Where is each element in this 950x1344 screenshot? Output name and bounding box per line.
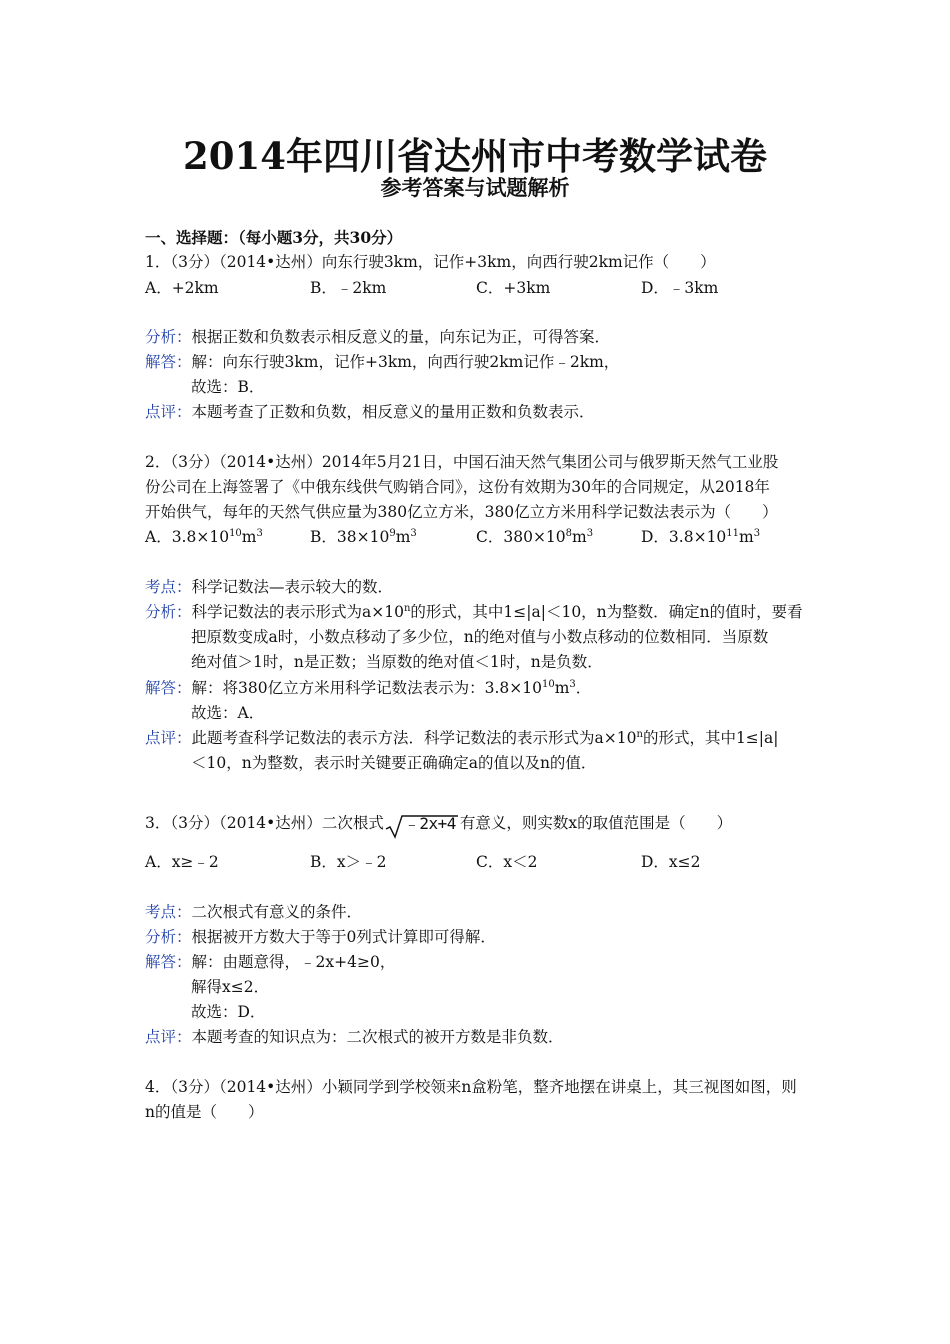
q3-answer-text-3: 故选：D． bbox=[191, 1003, 266, 1021]
q2-option-b-unit: m bbox=[395, 528, 411, 546]
comment-label: 点评： bbox=[145, 1028, 192, 1046]
q2-option-d-unit: m bbox=[739, 528, 754, 546]
q2-comment-exp: n bbox=[636, 729, 643, 740]
q2-comment-text-1a: 此题考查科学记数法的表示方法．科学记数法的表示形式为a×10 bbox=[191, 729, 637, 747]
q2-analysis-text-1a: 科学记数法的表示形式为a×10 bbox=[191, 603, 404, 621]
q2-analysis-exp: n bbox=[403, 603, 411, 614]
q4-stem-2: n的值是（ ） bbox=[145, 1103, 264, 1121]
q2-answer-unit: m bbox=[554, 679, 570, 697]
q2-analysis-text-3: 绝对值＞1时，n是正数；当原数的绝对值＜1时，n是负数． bbox=[191, 653, 603, 671]
q2-option-c bbox=[476, 527, 593, 547]
answer-label: 解答： bbox=[145, 953, 192, 971]
knowledge-label: 考点： bbox=[145, 578, 192, 596]
q2-option-c-unit: m bbox=[572, 528, 587, 546]
page-subtitle: 参考答案与试题解析 bbox=[380, 175, 570, 200]
q2-option-b-unit-exp: 3 bbox=[410, 528, 417, 539]
q3-answer bbox=[145, 952, 395, 972]
q3-knowledge-text: 二次根式有意义的条件． bbox=[191, 903, 363, 921]
q1-answer-text-2: 故选：B． bbox=[191, 378, 265, 396]
q1-analysis bbox=[145, 327, 610, 347]
q1-stem: 1．（3分）（2014•达州）向东行驶3km，记作+3km，向西行驶2km记作（ ） bbox=[145, 253, 716, 271]
q1-answer-text-1: 解：向东行驶3km，记作+3km，向西行驶2km记作﹣2km， bbox=[191, 353, 620, 371]
q3-option-c: C．x＜2 bbox=[476, 853, 538, 871]
answer-label: 解答： bbox=[145, 353, 192, 371]
q2-comment bbox=[145, 728, 778, 748]
q2-option-a bbox=[145, 527, 263, 547]
q2-analysis-text-2: 把原数变成a时，小数点移动了多少位，n的绝对值与小数点移动的位数相同．当原数 bbox=[191, 628, 769, 646]
q3-option-d: D．x≤2 bbox=[641, 853, 701, 871]
q2-knowledge-point bbox=[145, 577, 393, 597]
comment-label: 点评： bbox=[145, 403, 192, 421]
q2-option-d-exp: 11 bbox=[726, 528, 740, 539]
q2-answer bbox=[145, 678, 591, 698]
q2-analysis bbox=[145, 602, 803, 622]
q2-option-c-unit-exp: 3 bbox=[586, 528, 594, 539]
q1-option-a: A．+2km bbox=[145, 279, 219, 297]
q2-option-a-unit: m bbox=[241, 528, 257, 546]
q2-answer-text-1b: ． bbox=[575, 679, 592, 697]
q2-stem-1: 2．（3分）（2014•达州）2014年5月21日，中国石油天然气集团公司与俄罗斯天然气工业股 bbox=[145, 453, 779, 471]
q3-stem-pre: 3．（3分）（2014•达州）二次根式 bbox=[145, 814, 384, 832]
answer-label: 解答： bbox=[145, 679, 192, 697]
q3-answer-text-2: 解得x≤2． bbox=[191, 978, 270, 996]
q1-comment bbox=[145, 402, 595, 422]
q2-comment-text-1b: 的形式，其中1≤|a| bbox=[642, 729, 779, 747]
analysis-label: 分析： bbox=[145, 603, 192, 621]
page-title: 2014年四川省达州市中考数学试卷 bbox=[183, 134, 767, 178]
q3-option-a: A．x≥﹣2 bbox=[145, 853, 219, 871]
q3-option-b: B．x＞﹣2 bbox=[310, 853, 387, 871]
q3-comment bbox=[145, 1027, 564, 1047]
q3-knowledge-point bbox=[145, 902, 362, 922]
q2-answer-text-2: 故选：A． bbox=[191, 704, 265, 722]
q2-option-b bbox=[310, 527, 417, 547]
q1-option-b: B．﹣2km bbox=[310, 279, 387, 297]
q2-option-c-exp: 8 bbox=[565, 528, 573, 539]
q2-option-a-exp: 10 bbox=[229, 528, 242, 539]
q1-comment-text: 本题考查了正数和负数，相反意义的量用正数和负数表示． bbox=[191, 403, 595, 421]
q3-analysis-text: 根据被开方数大于等于0列式计算即可得解． bbox=[191, 928, 496, 946]
q2-option-d-unit-exp: 3 bbox=[753, 528, 761, 539]
section-heading: 一、选择题：（每小题3分，共30分） bbox=[145, 228, 403, 247]
q2-option-a-unit-exp: 3 bbox=[256, 528, 263, 539]
q4-stem-1: 4．（3分）（2014•达州）小颖同学到学校领来n盒粉笔，整齐地摆在讲桌上，其三视图如图，则 bbox=[145, 1078, 797, 1096]
analysis-label: 分析： bbox=[145, 328, 192, 346]
q3-stem bbox=[145, 813, 732, 839]
q2-knowledge-text: 科学记数法—表示较大的数． bbox=[191, 578, 394, 596]
q2-option-b-base: B．38×10 bbox=[310, 528, 390, 546]
q2-comment-text-2: ＜10，n为整数，表示时关键要正确确定a的值以及n的值． bbox=[191, 754, 597, 772]
q2-answer-text-1a: 解：将380亿立方米用科学记数法表示为：3.8×10 bbox=[191, 679, 542, 697]
q3-stem-post: 有意义，则实数x的取值范围是（ ） bbox=[459, 814, 733, 832]
q3-answer-text-1: 解：由题意得，﹣2x+4≥0， bbox=[191, 953, 396, 971]
comment-label: 点评： bbox=[145, 729, 192, 747]
q2-option-d bbox=[641, 527, 760, 547]
q2-answer-exp: 10 bbox=[541, 679, 555, 690]
q2-option-c-base: C．380×10 bbox=[476, 528, 566, 546]
q2-option-a-base: A．3.8×10 bbox=[145, 528, 230, 546]
q2-stem-2: 份公司在上海签署了《中俄东线供气购销合同》，这份有效期为30年的合同规定，从2018年 bbox=[145, 478, 770, 496]
square-root-expression bbox=[385, 815, 459, 839]
q2-stem-3: 开始供气，每年的天然气供应量为380亿立方米，380亿立方米用科学记数法表示为（ ） bbox=[145, 503, 778, 521]
q3-radicand: ﹣2x+4 bbox=[403, 814, 456, 833]
q2-option-d-base: D．3.8×10 bbox=[641, 528, 727, 546]
q2-analysis-text-1b: 的形式，其中1≤|a|＜10，n为整数．确定n的值时，要看 bbox=[410, 603, 803, 621]
knowledge-label: 考点： bbox=[145, 903, 192, 921]
q3-comment-text: 本题考查的知识点为：二次根式的被开方数是非负数． bbox=[191, 1028, 564, 1046]
q1-option-d: D．﹣3km bbox=[641, 279, 719, 297]
q2-option-b-exp: 9 bbox=[389, 528, 396, 539]
q3-analysis bbox=[145, 927, 496, 947]
q1-option-c: C．+3km bbox=[476, 279, 551, 297]
q2-answer-unit-exp: 3 bbox=[569, 679, 576, 690]
q1-analysis-text: 根据正数和负数表示相反意义的量，向东记为正，可得答案． bbox=[191, 328, 611, 346]
analysis-label: 分析： bbox=[145, 928, 192, 946]
q1-answer bbox=[145, 352, 619, 372]
